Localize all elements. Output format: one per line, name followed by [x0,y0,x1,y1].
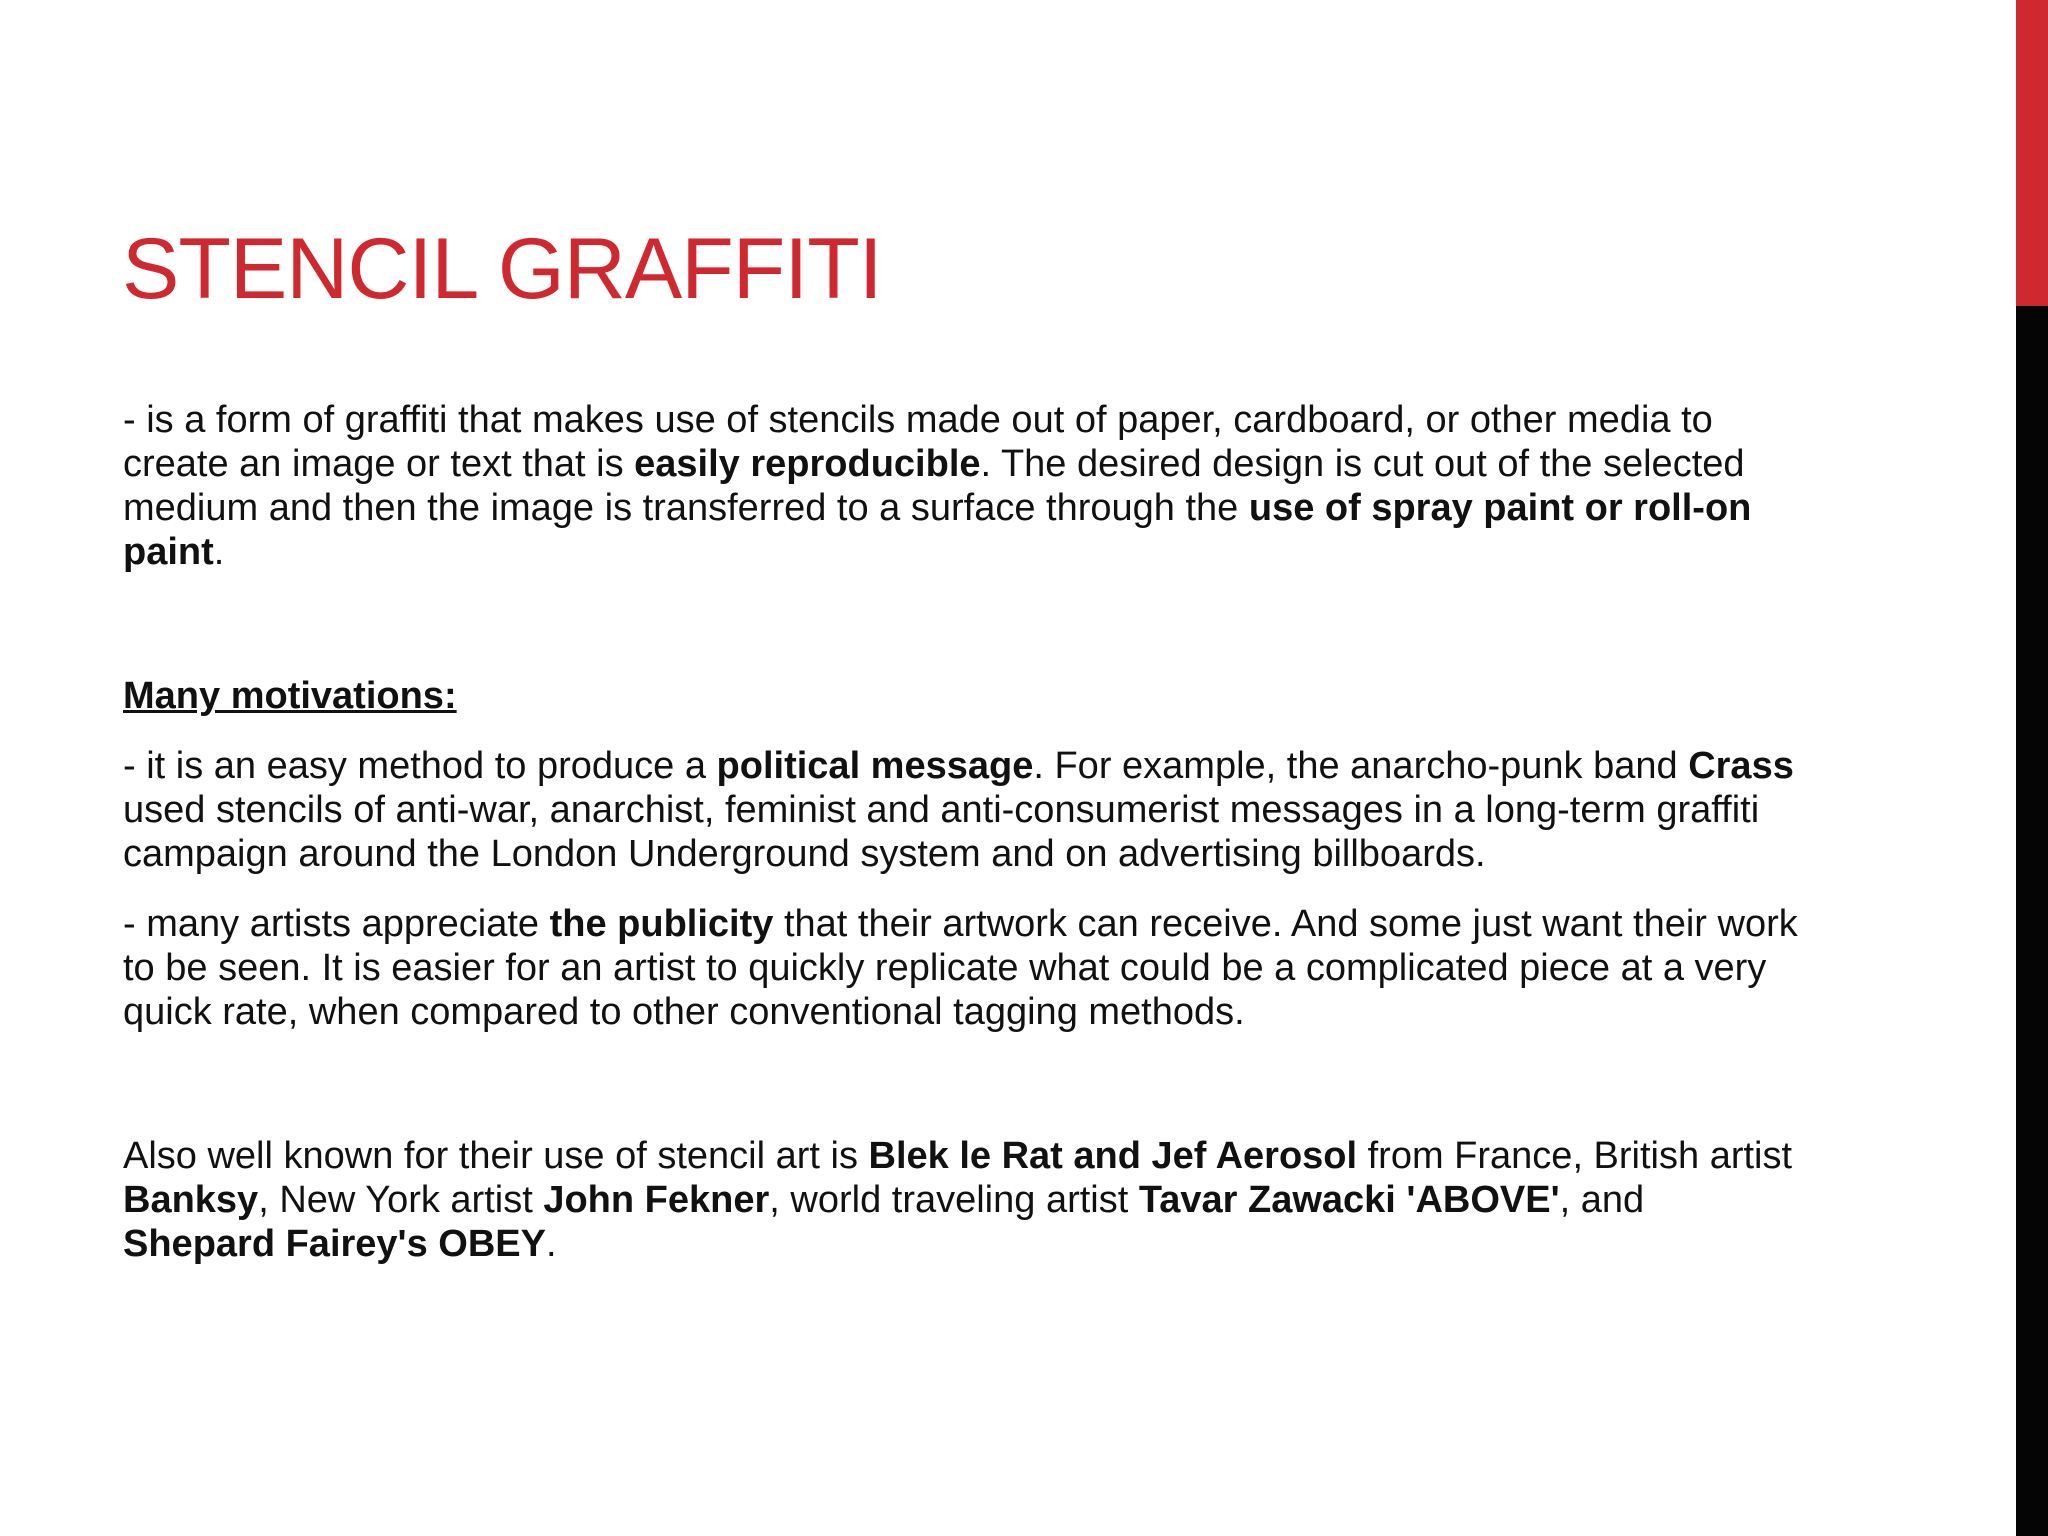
also-bold-5: Shepard Fairey's OBEY [123,1223,546,1265]
accent-bar-black [2016,306,2048,1536]
intro-paragraph [123,398,1803,574]
also-bold-1: Blek le Rat and Jef Aerosol [868,1135,1358,1177]
slide-title: STENCIL GRAFFITI [122,221,882,317]
m1-text-1: - it is an easy method to produce a [123,745,717,787]
m2-text-2: that their artwork can receive. And some just want their work to be seen. It is easier for an artist to quickly replicate what could be a complicated piece at a very quick rate, when compared to other conventional tagging methods. [123,903,1798,1033]
intro-text-1: - is a form of graffiti that makes use of stencils made out of paper, cardboard, or other media to create an image or text that is [123,399,1713,485]
also-bold-4: Tavar Zawacki 'ABOVE' [1138,1179,1560,1221]
also-bold-2: Banksy [123,1179,259,1221]
m1-bold-1: political message [716,745,1034,787]
m1-text-2: . For example, the anarcho-punk band [1033,745,1689,787]
also-bold-3: John Fekner [543,1179,770,1221]
m1-bold-2: Crass [1688,745,1794,787]
also-text-1: Also well known for their use of stencil art is [123,1135,869,1177]
m1-text-3: used stencils of anti-war, anarchist, feminist and anti-consumerist messages in a long-term graffiti campaign around the London Underground system and on advertising billboards. [123,789,1760,875]
motivation-paragraph-1 [123,744,1803,876]
intro-bold-2: use of spray paint or roll-on paint [123,487,1752,573]
motivations-heading: Many motivations: [123,675,457,717]
accent-bar-red [2016,0,2048,306]
intro-bold-1: easily reproducible [634,443,981,485]
also-text-5: , and [1559,1179,1645,1221]
also-text-2: from France, British artist [1357,1135,1793,1177]
artists-paragraph [123,1134,1803,1266]
intro-text-2: . The desired design is cut out of the selected medium and then the image is transferred to a surface through the [123,443,1745,529]
intro-text-3: . [213,531,225,573]
slide-body [123,398,1803,1266]
motivation-paragraph-2 [123,902,1803,1034]
also-text-4: , world traveling artist [769,1179,1139,1221]
m2-bold-1: the publicity [549,903,774,945]
m2-text-1: - many artists appreciate [123,903,550,945]
also-text-6: . [545,1223,557,1265]
also-text-3: , New York artist [258,1179,544,1221]
